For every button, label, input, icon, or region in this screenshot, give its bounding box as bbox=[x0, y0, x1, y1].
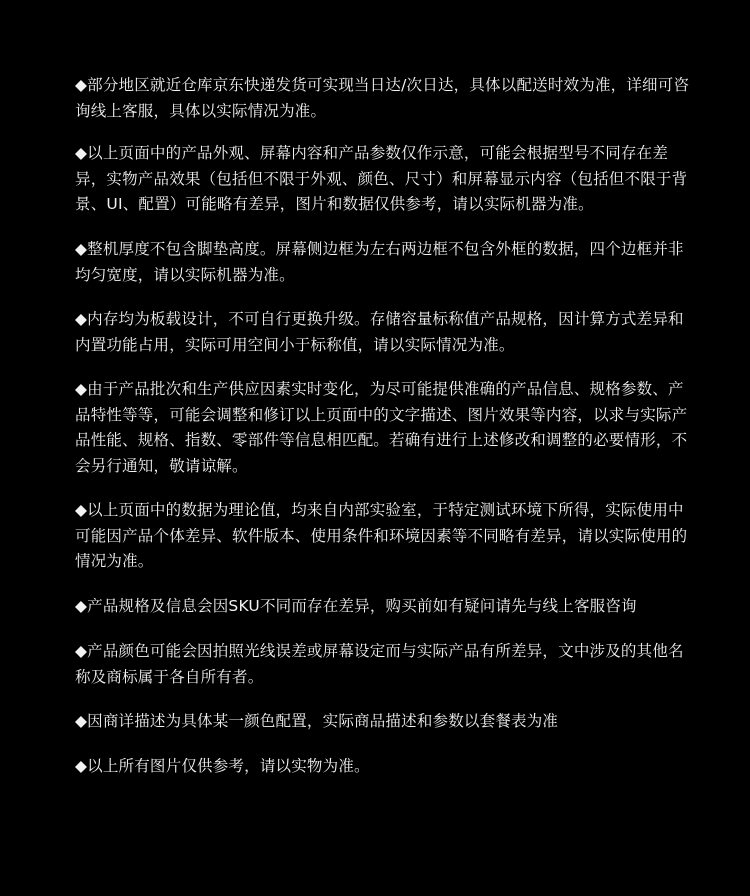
disclaimer-color-config: ◆因商详描述为具体某一颜色配置，实际商品描述和参数以套餐表为准 bbox=[75, 712, 559, 730]
disclaimer-list bbox=[75, 73, 695, 780]
disclaimer-lab-data: ◆以上页面中的数据为理论值，均来自内部实验室，于特定测试环境下所得，实际使用中可能因产品个体差异、软件版本、使用条件和环境因素等不同略有差异，请以实际使用的情况为准。 bbox=[75, 501, 688, 570]
disclaimer-appearance: ◆以上页面中的产品外观、屏幕内容和产品参数仅作示意，可能会根据型号不同存在差异，实物产品效果（包括但不限于外观、颜色、尺寸）和屏幕显示内容（包括但不限于背景、UI、配置）可能略有差异，图片和数据仅供参考，请以实际机器为准。 bbox=[75, 144, 688, 213]
disclaimer-color: ◆产品颜色可能会因拍照光线误差或屏幕设定而与实际产品有所差异，文中涉及的其他名称及商标属于各自所有者。 bbox=[75, 642, 684, 686]
disclaimer-images: ◆以上所有图片仅供参考，请以实物为准。 bbox=[75, 757, 370, 775]
disclaimer-sku: ◆产品规格及信息会因SKU不同而存在差异，购买前如有疑问请先与线上客服咨询 bbox=[75, 597, 637, 615]
disclaimer-delivery: ◆部分地区就近仓库京东快递发货可实现当日达/次日达，具体以配送时效为准，详细可咨询线上客服，具体以实际情况为准。 bbox=[75, 76, 690, 120]
disclaimer-memory: ◆内存均为板载设计，不可自行更换升级。存储容量标称值产品规格，因计算方式差异和内置功能占用，实际可用空间小于标称值，请以实际情况为准。 bbox=[75, 310, 684, 354]
disclaimer-batch-changes: ◆由于产品批次和生产供应因素实时变化，为尽可能提供准确的产品信息、规格参数、产品特性等等，可能会调整和修订以上页面中的文字描述、图片效果等内容，以求与实际产品性能、规格、指数、零部件等信息相匹配。若确有进行上述修改和调整的必要情形，不会另行通知，敬请谅解。 bbox=[75, 380, 688, 475]
disclaimer-thickness: ◆整机厚度不包含脚垫高度。屏幕侧边框为左右两边框不包含外框的数据，四个边框并非均匀宽度，请以实际机器为准。 bbox=[75, 240, 684, 284]
